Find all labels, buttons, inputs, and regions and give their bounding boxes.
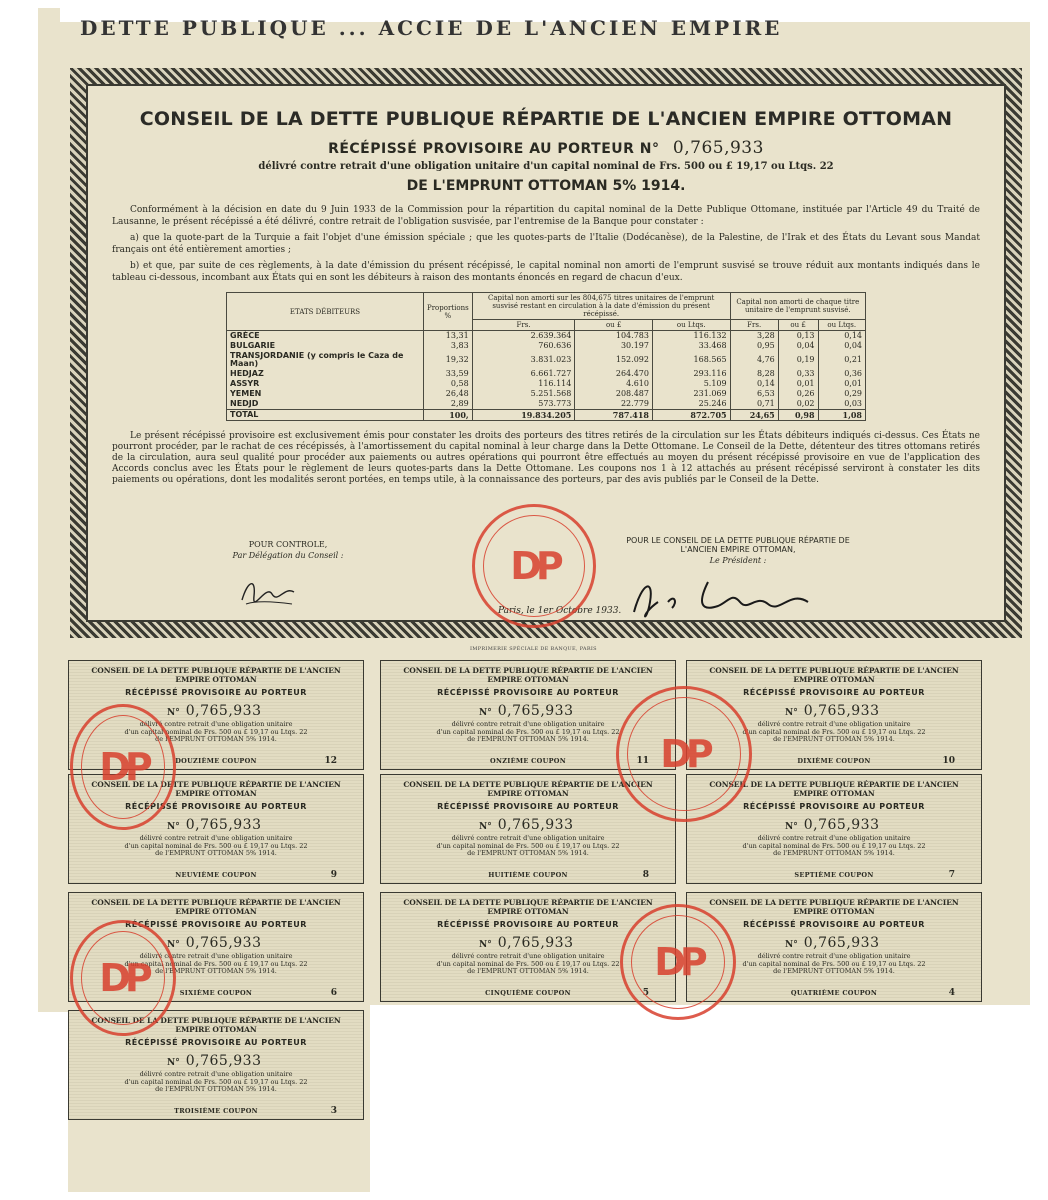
cell-state: GRÈCE <box>227 331 424 342</box>
coupon-receipt-label: RÉCÉPISSÉ PROVISOIRE AU PORTEUR <box>437 688 619 697</box>
certificate-content <box>112 104 980 486</box>
delivered-text: délivré contre retrait d'une obligation unitaire d'un capital nominal de Frs. 500 ou £ 19,17 ou Ltqs. 22 <box>258 161 834 172</box>
cell-ugbp: 0,26 <box>778 389 818 399</box>
coupon-delivered-text: délivré contre retrait d'une obligation unitaire d'un capital nominal de Frs. 500 ou £ 19,17 ou Ltqs. 22 de l'EMPRUNT OTTOMAN 5% 1914. <box>124 1070 308 1093</box>
receipt-line <box>112 138 980 158</box>
coupon-delivered-text: délivré contre retrait d'une obligation unitaire d'un capital nominal de Frs. 500 ou £ 19,17 ou Ltqs. 22 de l'EMPRUNT OTTOMAN 5% 1914. <box>124 720 308 743</box>
stamp-monogram: DP <box>510 544 558 588</box>
debt-table <box>226 292 866 421</box>
cell-ltqs: 33.468 <box>652 341 730 351</box>
col-ltqs: ou Ltqs. <box>652 320 730 331</box>
cell-ltqs: 168.565 <box>652 351 730 369</box>
coupon-label: DOUZIÈME COUPON <box>175 757 257 765</box>
cell-gbp: 22.779 <box>575 399 653 410</box>
coupon-n-label: N° <box>479 822 492 832</box>
cell-ultqs: 0,01 <box>818 379 865 389</box>
coupon-index: 3 <box>330 1106 337 1116</box>
coupon-n-label: N° <box>785 822 798 832</box>
president-signature <box>628 572 838 622</box>
cell-ultqs: 0,14 <box>818 331 865 342</box>
coupon-number-line <box>785 817 973 833</box>
cell-frs: 760.636 <box>472 341 575 351</box>
cell-state: TRANSJORDANIE (y compris le Caza de Maan) <box>227 351 424 369</box>
cell-state: HEDJAZ <box>227 369 424 379</box>
coupon-number: 0,765,933 <box>497 935 574 951</box>
cell-prop: 33,59 <box>424 369 473 379</box>
coupon-number: 0,765,933 <box>185 703 262 719</box>
table-row <box>227 389 866 399</box>
council-signature-block <box>608 536 868 565</box>
torn-header-strip: DETTE PUBLIQUE ... ACCIE DE L'ANCIEN EMPIRE <box>80 16 783 40</box>
clause-b: b) et que, par suite de ces règlements, à la date d'émission du présent récépissé, le capital nominal non amorti de l'emprunt susvisé se trouve réduit aux montants indiqués dans le tableau ci-dessous, incombant aux États qui en sont les débiteurs à raison des montants énoncés en regard de chacun d'eux. <box>112 261 980 283</box>
cell-ltqs: 872.705 <box>652 410 730 421</box>
cell-ugbp: 0,19 <box>778 351 818 369</box>
control-signature-block <box>218 540 358 560</box>
coupon-label: SEPTIÈME COUPON <box>794 871 874 879</box>
table-row <box>227 331 866 342</box>
col-gbp: ou £ <box>575 320 653 331</box>
cell-ugbp: 0,98 <box>778 410 818 421</box>
intro-paragraphs <box>112 204 980 284</box>
coupon-index: 9 <box>330 870 337 880</box>
table-row <box>227 369 866 379</box>
cell-ltqs: 5.109 <box>652 379 730 389</box>
coupon-delivered-text: délivré contre retrait d'une obligation unitaire d'un capital nominal de Frs. 500 ou £ 19,17 ou Ltqs. 22 de l'EMPRUNT OTTOMAN 5% 1914. <box>742 834 926 857</box>
council-stamp <box>472 504 596 628</box>
cell-prop: 100, <box>424 410 473 421</box>
coupon-title: CONSEIL DE LA DETTE PUBLIQUE RÉPARTIE DE L'ANCIEN EMPIRE OTTOMAN <box>91 666 341 684</box>
cell-ltqs: 25.246 <box>652 399 730 410</box>
coupon-label: QUATRIÈME COUPON <box>790 989 878 997</box>
coupon-index: 12 <box>324 756 337 766</box>
coupon-title: CONSEIL DE LA DETTE PUBLIQUE RÉPARTIE DE L'ANCIEN EMPIRE OTTOMAN <box>709 666 959 684</box>
cell-state: TOTAL <box>227 410 424 421</box>
cell-prop: 3,83 <box>424 341 473 351</box>
cell-ltqs: 293.116 <box>652 369 730 379</box>
coupon-title: CONSEIL DE LA DETTE PUBLIQUE RÉPARTIE DE L'ANCIEN EMPIRE OTTOMAN <box>91 1016 341 1034</box>
cell-ultqs: 0,21 <box>818 351 865 369</box>
cell-gbp: 30.197 <box>575 341 653 351</box>
cell-state: ASSYR <box>227 379 424 389</box>
coupon-receipt-label: RÉCÉPISSÉ PROVISOIRE AU PORTEUR <box>125 802 307 811</box>
cell-prop: 13,31 <box>424 331 473 342</box>
coupon-number: 0,765,933 <box>185 817 262 833</box>
coupon-number: 0,765,933 <box>803 703 880 719</box>
coupon-index: 4 <box>948 988 955 998</box>
coupon-n-label: N° <box>479 708 492 718</box>
intro-text: Conformément à la décision en date du 9 Juin 1933 de la Commission pour la répartition du capital nominal de la Dette Publique Ottomane, instituée par l'Article 49 du Traité de Lausanne, le présent récépissé a été délivré, contre retrait de l'obligation susvisée, par l'entremise de la Banque pour constater : <box>112 205 980 227</box>
coupon-number-line <box>785 935 973 951</box>
coupon-n-label: N° <box>167 1058 180 1068</box>
coupon-stamp-center-bottom: DP <box>620 904 736 1020</box>
missing-coupon-area-left <box>0 1012 68 1200</box>
coupon-index: 11 <box>636 756 649 766</box>
cell-ltqs: 231.069 <box>652 389 730 399</box>
cell-ugbp: 0,01 <box>778 379 818 389</box>
coupon-number-line <box>167 1053 355 1069</box>
coupon-delivered-text: délivré contre retrait d'une obligation unitaire d'un capital nominal de Frs. 500 ou £ 19,17 ou Ltqs. 22 de l'EMPRUNT OTTOMAN 5% 1914. <box>436 720 620 743</box>
coupon-title: CONSEIL DE LA DETTE PUBLIQUE RÉPARTIE DE L'ANCIEN EMPIRE OTTOMAN <box>403 898 653 916</box>
coupon-receipt-label: RÉCÉPISSÉ PROVISOIRE AU PORTEUR <box>125 920 307 929</box>
debt-table-wrapper <box>226 292 866 421</box>
table-row <box>227 399 866 410</box>
coupon-delivered-text: délivré contre retrait d'une obligation unitaire d'un capital nominal de Frs. 500 ou £ 19,17 ou Ltqs. 22 de l'EMPRUNT OTTOMAN 5% 1914. <box>124 952 308 975</box>
coupon-label: NEUVIÈME COUPON <box>175 871 257 879</box>
control-signature <box>238 574 298 613</box>
cell-prop: 19,32 <box>424 351 473 369</box>
cell-ufrs: 24,65 <box>730 410 778 421</box>
cell-gbp: 104.783 <box>575 331 653 342</box>
coupon-n-label: N° <box>167 940 180 950</box>
cell-state: YEMEN <box>227 389 424 399</box>
coupon-number: 0,765,933 <box>497 703 574 719</box>
council-for-label: POUR LE CONSEIL DE LA DETTE PUBLIQUE RÉPARTIE DE L'ANCIEN EMPIRE OTTOMAN, <box>626 536 850 554</box>
printer-mark: IMPRIMERIE SPÉCIALE DE BANQUE, PARIS <box>470 646 597 652</box>
control-label: POUR CONTROLE, <box>248 540 328 549</box>
coupon-stamp-left-bottom: DP <box>70 920 176 1036</box>
col-capital-total: Capital non amorti sur les 804,675 titres unitaires de l'emprunt susvisé restant en circulation à la date d'émission du présent récépissé. <box>472 293 730 320</box>
coupon-number: 0,765,933 <box>803 817 880 833</box>
table-total-row <box>227 410 866 421</box>
cell-ugbp: 0,02 <box>778 399 818 410</box>
cell-prop: 26,48 <box>424 389 473 399</box>
receipt-number: 0,765,933 <box>672 138 764 158</box>
coupon-number-line <box>785 703 973 719</box>
cell-frs: 2.639.364 <box>472 331 575 342</box>
coupon-number: 0,765,933 <box>803 935 880 951</box>
coupon-title: CONSEIL DE LA DETTE PUBLIQUE RÉPARTIE DE L'ANCIEN EMPIRE OTTOMAN <box>403 780 653 798</box>
coupon-index: 8 <box>642 870 649 880</box>
coupon-number-line <box>479 817 667 833</box>
cell-ultqs: 0,03 <box>818 399 865 410</box>
main-certificate-border <box>70 68 1022 638</box>
coupon-delivered-text: délivré contre retrait d'une obligation unitaire d'un capital nominal de Frs. 500 ou £ 19,17 ou Ltqs. 22 de l'EMPRUNT OTTOMAN 5% 1914. <box>742 720 926 743</box>
coupon-receipt-label: RÉCÉPISSÉ PROVISOIRE AU PORTEUR <box>743 802 925 811</box>
coupon-receipt-label: RÉCÉPISSÉ PROVISOIRE AU PORTEUR <box>437 802 619 811</box>
cell-state: BULGARIE <box>227 341 424 351</box>
coupon-receipt-label: RÉCÉPISSÉ PROVISOIRE AU PORTEUR <box>743 920 925 929</box>
coupon-title: CONSEIL DE LA DETTE PUBLIQUE RÉPARTIE DE L'ANCIEN EMPIRE OTTOMAN <box>403 666 653 684</box>
coupon-number-line <box>167 817 355 833</box>
coupon-index: 7 <box>948 870 955 880</box>
col-frs: Frs. <box>472 320 575 331</box>
president-label: Le Président : <box>709 556 767 565</box>
coupon-label: SIXIÈME COUPON <box>179 989 253 997</box>
coupon-delivered-text: délivré contre retrait d'une obligation unitaire d'un capital nominal de Frs. 500 ou £ 19,17 ou Ltqs. 22 de l'EMPRUNT OTTOMAN 5% 1914. <box>436 952 620 975</box>
coupon-label: HUITIÈME COUPON <box>488 871 568 879</box>
col-capital-unit: Capital non amorti de chaque titre unitaire de l'emprunt susvisé. <box>730 293 865 320</box>
control-delegation: Par Délégation du Conseil : <box>232 551 344 560</box>
cell-ufrs: 0,14 <box>730 379 778 389</box>
coupon-title: CONSEIL DE LA DETTE PUBLIQUE RÉPARTIE DE L'ANCIEN EMPIRE OTTOMAN <box>91 780 341 798</box>
cell-frs: 573.773 <box>472 399 575 410</box>
coupon-stamp-left-top: DP <box>70 704 176 830</box>
receipt-label: RÉCÉPISSÉ PROVISOIRE AU PORTEUR N° <box>328 141 660 157</box>
coupon-n-label: N° <box>479 940 492 950</box>
coupon-label: DIXIÈME COUPON <box>797 757 871 765</box>
coupon-receipt-label: RÉCÉPISSÉ PROVISOIRE AU PORTEUR <box>125 1038 307 1047</box>
coupon-n-label: N° <box>785 940 798 950</box>
coupon-delivered-text: délivré contre retrait d'une obligation unitaire d'un capital nominal de Frs. 500 ou £ 19,17 ou Ltqs. 22 de l'EMPRUNT OTTOMAN 5% 1914. <box>436 834 620 857</box>
coupon-index: 10 <box>942 756 955 766</box>
debt-table-body <box>227 331 866 421</box>
certificate-title: CONSEIL DE LA DETTE PUBLIQUE RÉPARTIE DE L'ANCIEN EMPIRE OTTOMAN <box>139 108 953 130</box>
cell-prop: 0,58 <box>424 379 473 389</box>
cell-ugbp: 0,13 <box>778 331 818 342</box>
cell-ugbp: 0,33 <box>778 369 818 379</box>
cell-ufrs: 6,53 <box>730 389 778 399</box>
cell-frs: 3.831.023 <box>472 351 575 369</box>
coupon-receipt-label: RÉCÉPISSÉ PROVISOIRE AU PORTEUR <box>743 688 925 697</box>
cell-ufrs: 4,76 <box>730 351 778 369</box>
coupon-title: CONSEIL DE LA DETTE PUBLIQUE RÉPARTIE DE L'ANCIEN EMPIRE OTTOMAN <box>709 780 959 798</box>
coupon-label: ONZIÈME COUPON <box>490 757 566 765</box>
coupon-receipt-label: RÉCÉPISSÉ PROVISOIRE AU PORTEUR <box>125 688 307 697</box>
cell-ufrs: 3,28 <box>730 331 778 342</box>
cell-ufrs: 8,28 <box>730 369 778 379</box>
col-unit-frs: Frs. <box>730 320 778 331</box>
place-and-date: Paris, le 1er Octobre 1933. <box>498 606 622 616</box>
col-states: ETATS DÉBITEURS <box>227 293 424 331</box>
coupon-number: 0,765,933 <box>185 935 262 951</box>
coupon-index: 5 <box>642 988 649 998</box>
coupon-delivered-text: délivré contre retrait d'une obligation unitaire d'un capital nominal de Frs. 500 ou £ 19,17 ou Ltqs. 22 de l'EMPRUNT OTTOMAN 5% 1914. <box>742 952 926 975</box>
cell-state: NEDJD <box>227 399 424 410</box>
coupon-number: 0,765,933 <box>497 817 574 833</box>
table-row <box>227 351 866 369</box>
cell-gbp: 152.092 <box>575 351 653 369</box>
coupon-n-label: N° <box>167 708 180 718</box>
coupon-index: 6 <box>330 988 337 998</box>
loan-title: DE L'EMPRUNT OTTOMAN 5% 1914. <box>406 178 686 194</box>
main-certificate <box>86 84 1006 622</box>
coupon-n-label: N° <box>167 822 180 832</box>
cell-gbp: 264.470 <box>575 369 653 379</box>
coupon-title: CONSEIL DE LA DETTE PUBLIQUE RÉPARTIE DE L'ANCIEN EMPIRE OTTOMAN <box>91 898 341 916</box>
cell-ltqs: 116.132 <box>652 331 730 342</box>
coupon-label: TROISIÈME COUPON <box>174 1107 258 1115</box>
cell-ultqs: 0,29 <box>818 389 865 399</box>
cell-frs: 6.661.727 <box>472 369 575 379</box>
cell-frs: 116.114 <box>472 379 575 389</box>
table-row <box>227 341 866 351</box>
cell-gbp: 787.418 <box>575 410 653 421</box>
table-row <box>227 379 866 389</box>
coupon-receipt-label: RÉCÉPISSÉ PROVISOIRE AU PORTEUR <box>437 920 619 929</box>
coupon-number-line <box>167 703 355 719</box>
coupon-number: 0,765,933 <box>185 1053 262 1069</box>
coupon-label: CINQUIÈME COUPON <box>485 989 571 997</box>
cell-ufrs: 0,71 <box>730 399 778 410</box>
coupon-number-line <box>167 935 355 951</box>
cell-gbp: 208.487 <box>575 389 653 399</box>
cell-frs: 19.834.205 <box>472 410 575 421</box>
clause-a: a) que la quote-part de la Turquie a fait l'objet d'une émission spéciale ; que les quotes-parts de l'Italie (Dodécanèse), de la Palestine, de l'Irak et des États du Levant sous Mandat français ont été entièrement amorties ; <box>112 233 980 255</box>
cell-ugbp: 0,04 <box>778 341 818 351</box>
cell-ultqs: 0,04 <box>818 341 865 351</box>
col-unit-ltqs: ou Ltqs. <box>818 320 865 331</box>
cell-ultqs: 0,36 <box>818 369 865 379</box>
coupon-stamp-right: DP <box>616 686 752 822</box>
closing-text: Le présent récépissé provisoire est exclusivement émis pour constater les droits des porteurs des titres retirés de la circulation sur les États débiteurs indiqués ci-dessus. Ces États ne pourront procéder, par le rachat de ces récépissés, à l'amortissement du capital nominal à leur charge dans la Dette Ottomane. Le Conseil de la Dette, détenteur des titres ottomans retirés de la circulation, aura seul qualité pour procéder aux paiements ou autres opérations qui pourront être effectués au moyen du présent récépissé provisoire en vue de l'application des Accords conclus avec les États pour le règlement de leurs quotes-parts dans la Dette Ottomane. Les coupons nos 1 à 12 attachés au présent récépissé serviront à constater les dits paiements ou opérations, dont les modalités seront portées, en temps utile, à la connaissance des porteurs, par des avis publiés par le Conseil de la Dette. <box>112 431 980 485</box>
cell-frs: 5.251.568 <box>472 389 575 399</box>
cell-prop: 2,89 <box>424 399 473 410</box>
cell-ufrs: 0,95 <box>730 341 778 351</box>
cell-ultqs: 1,08 <box>818 410 865 421</box>
missing-coupon-area-right <box>370 1005 1048 1200</box>
coupon-title: CONSEIL DE LA DETTE PUBLIQUE RÉPARTIE DE L'ANCIEN EMPIRE OTTOMAN <box>709 898 959 916</box>
col-proportions: Proportions % <box>424 293 473 331</box>
col-unit-gbp: ou £ <box>778 320 818 331</box>
coupon-delivered-text: délivré contre retrait d'une obligation unitaire d'un capital nominal de Frs. 500 ou £ 19,17 ou Ltqs. 22 de l'EMPRUNT OTTOMAN 5% 1914. <box>124 834 308 857</box>
cell-gbp: 4.610 <box>575 379 653 389</box>
coupon-n-label: N° <box>785 708 798 718</box>
